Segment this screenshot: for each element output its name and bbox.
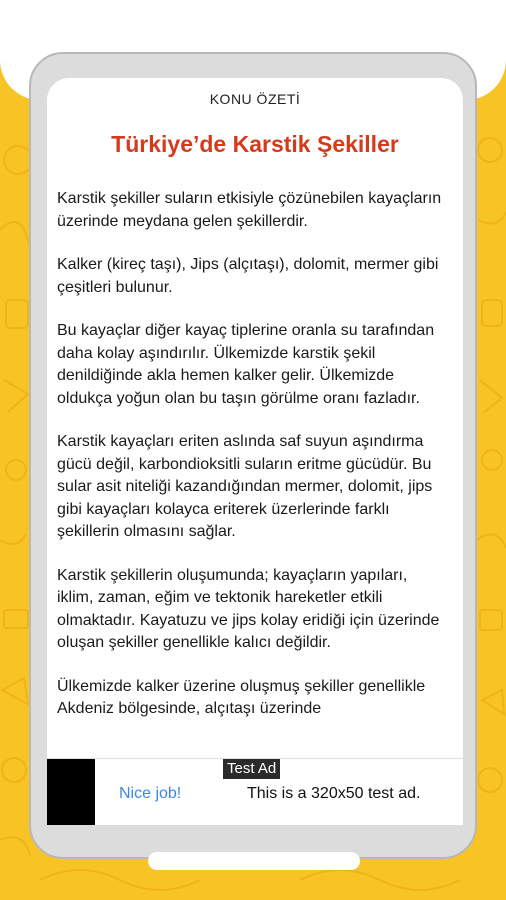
article-body[interactable] [47, 158, 463, 721]
bottom-notch [148, 852, 360, 870]
ad-nice-link[interactable]: Nice job! [119, 785, 182, 802]
paragraph: Karstik kayaçları eriten aslında saf suyun aşındırma gücü değil, karbondioksitli suların eritme gücüdür. Bu sular asit niteliği kazandığından mermer, dolomit, jips gibi kayaçları kolayca eriterek üzerlerinde farklı şekillerin olmasını sağlar. [57, 433, 433, 540]
ad-image[interactable] [47, 759, 95, 825]
paragraph: Ülkemizde kalker üzerine oluşmuş şekiller genellikle Akdeniz bölgesinde, alçıtaşı üzerinde [57, 677, 426, 717]
ad-text[interactable]: This is a 320x50 test ad. [247, 785, 421, 802]
ad-banner[interactable] [47, 758, 463, 825]
paragraph: Karstik şekillerin oluşumunda; kayaçların yapıları, iklim, zaman, eğim ve tektonik hareketler etkili olmaktadır. Kayatuzu ve jips kolay eridiği için üzerinde oluşan şekiller genellikle kalıcı değildir. [57, 566, 440, 651]
ad-tag-badge: Test Ad [223, 759, 280, 779]
paragraph: Kalker (kireç taşı), Jips (alçıtaşı), dolomit, mermer gibi çeşitleri bulunur. [57, 256, 439, 296]
content-screen[interactable] [47, 78, 463, 758]
section-header: KONU ÖZETİ [209, 91, 301, 107]
page-title: Türkiye’de Karstik Şekiller [111, 131, 399, 157]
paragraph: Karstik şekiller suların etkisiyle çözünebilen kayaçların üzerinde meydana gelen şekillerdir. [57, 190, 442, 230]
paragraph: Bu kayaçlar diğer kayaç tiplerine oranla su tarafından daha kolay aşındırılır. Ülkemizde karstik şekil denildiğinde akla hemen kalker gelir. Ülkemizde oldukça yoğun olan bu taşın görülme oranı fazladır. [57, 322, 435, 407]
